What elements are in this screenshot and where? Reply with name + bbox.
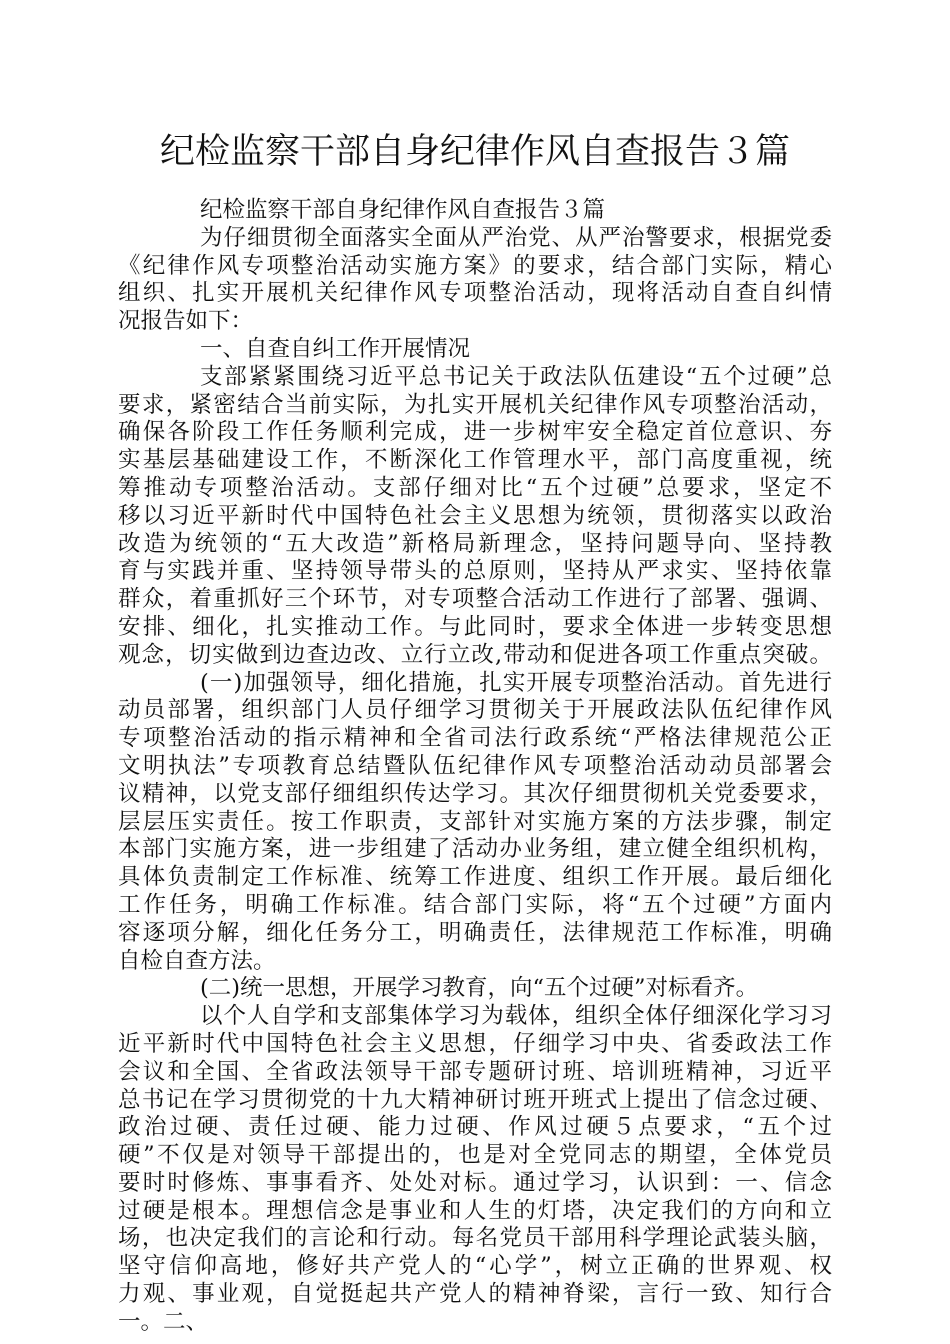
body-line: 纪检监察干部自身纪律作风自查报告３篇 [200,197,606,223]
body-line: 为仔细贯彻全面落实全面从严治党、从严治警要求，根据党委 [200,224,832,251]
body-line: 工作任务，明确工作标准。结合部门实际，将“五个过硬”方面内 [118,891,832,918]
body-line: 动员部署，组织部门人员仔细学习贯彻关于开展政法队伍纪律作风 [118,697,832,724]
body-line: 力观、事业观，自觉挺起共产党人的精神脊梁，言行一致、知行合 [118,1281,832,1308]
body-line: (一)加强领导，细化措施，扎实开展专项整治活动。首先进行 [200,669,832,696]
body-line: 育与实践并重、坚持领导带头的总原则，坚持从严求实、坚持依靠 [118,558,832,585]
body-line: 容逐项分解，细化任务分工，明确责任，法律规范工作标准，明确 [118,919,832,946]
body-line: 专项整治活动的指示精神和全省司法行政系统“严格法律规范公正 [118,725,832,752]
body-line: (二)统一思想，开展学习教育，向“五个过硬”对标看齐。 [200,975,759,1002]
body-line: 确保各阶段工作任务顺利完成，进一步树牢安全稳定首位意识、夯 [118,419,832,446]
body-line: 要求，紧密结合当前实际，为扎实开展机关纪律作风专项整治活动， [118,391,832,418]
body-line: 层层压实责任。按工作职责，支部针对实施方案的方法步骤，制定 [118,808,832,835]
body-line: 自检自查方法。 [118,947,276,974]
body-line: 近平新时代中国特色社会主义思想，仔细学习中央、省委政法工作 [118,1030,832,1057]
body-line: 本部门实施方案，进一步组建了活动办业务组，建立健全组织机构， [118,836,832,863]
body-line: 改造为统领的“五大改造”新格局新理念，坚持问题导向、坚持教 [118,530,832,557]
body-line: 以个人自学和支部集体学习为载体，组织全体仔细深化学习习 [200,1003,832,1030]
body-line: 一、自查自纠工作开展情况 [200,335,471,362]
body-line: 《纪律作风专项整治活动实施方案》的要求，结合部门实际，精心 [118,252,832,279]
body-line: 群众，着重抓好三个环节，对专项整合活动工作进行了部署、强调、 [118,586,832,613]
body-line: 坚守信仰高地，修好共产党人的“心学”，树立正确的世界观、权 [118,1253,832,1280]
body-line: 要时时修炼、事事看齐、处处对标。通过学习，认识到：一、信念 [118,1169,832,1196]
body-line: 实基层基础建设工作，不断深化工作管理水平，部门高度重视，统 [118,447,832,474]
body-line: 场，也决定我们的言论和行动。每名党员干部用科学理论武装头脑， [118,1225,832,1252]
body-line: 安排、细化，扎实推动工作。与此同时，要求全体进一步转变思想 [118,613,832,640]
body-line: 观念，切实做到边查边改、立行立改,带动和促进各项工作重点突破。 [118,641,832,668]
body-line: 况报告如下： [118,308,254,335]
body-line: 政治过硬、责任过硬、能力过硬、作风过硬５点要求，“五个过 [118,1114,832,1141]
body-line: 总书记在学习贯彻党的十九大精神研讨班开班式上提出了信念过硬、 [118,1086,832,1113]
body-line: 支部紧紧围绕习近平总书记关于政法队伍建设“五个过硬”总 [200,363,832,390]
body-line: 文明执法”专项教育总结暨队伍纪律作风专项整治活动动员部署会 [118,752,832,779]
body-line: 具体负责制定工作标准、统筹工作进度、组织工作开展。最后细化 [118,864,832,891]
body-line: 组织、扎实开展机关纪律作风专项整治活动，现将活动自查自纠情 [118,280,832,307]
body-line: 会议和全国、全省政法领导干部专题研讨班、培训班精神，习近平 [118,1058,832,1085]
body-line: 硬”不仅是对领导干部提出的，也是对全党同志的期望，全体党员 [118,1142,832,1169]
document-body [118,197,832,1337]
body-line: 筹推动专项整治活动。支部仔细对比“五个过硬”总要求，坚定不 [118,474,832,501]
body-line: 一。二、 [118,1308,209,1335]
body-line: 议精神，以党支部仔细组织传达学习。其次仔细贯彻机关党委要求， [118,780,832,807]
body-line: 移以习近平新时代中国特色社会主义思想为统领，贯彻落实以政治 [118,502,832,529]
document-title: 纪检监察干部自身纪律作风自查报告３篇 [159,132,790,172]
body-line: 过硬是根本。理想信念是事业和人生的灯塔，决定我们的方向和立 [118,1197,832,1224]
